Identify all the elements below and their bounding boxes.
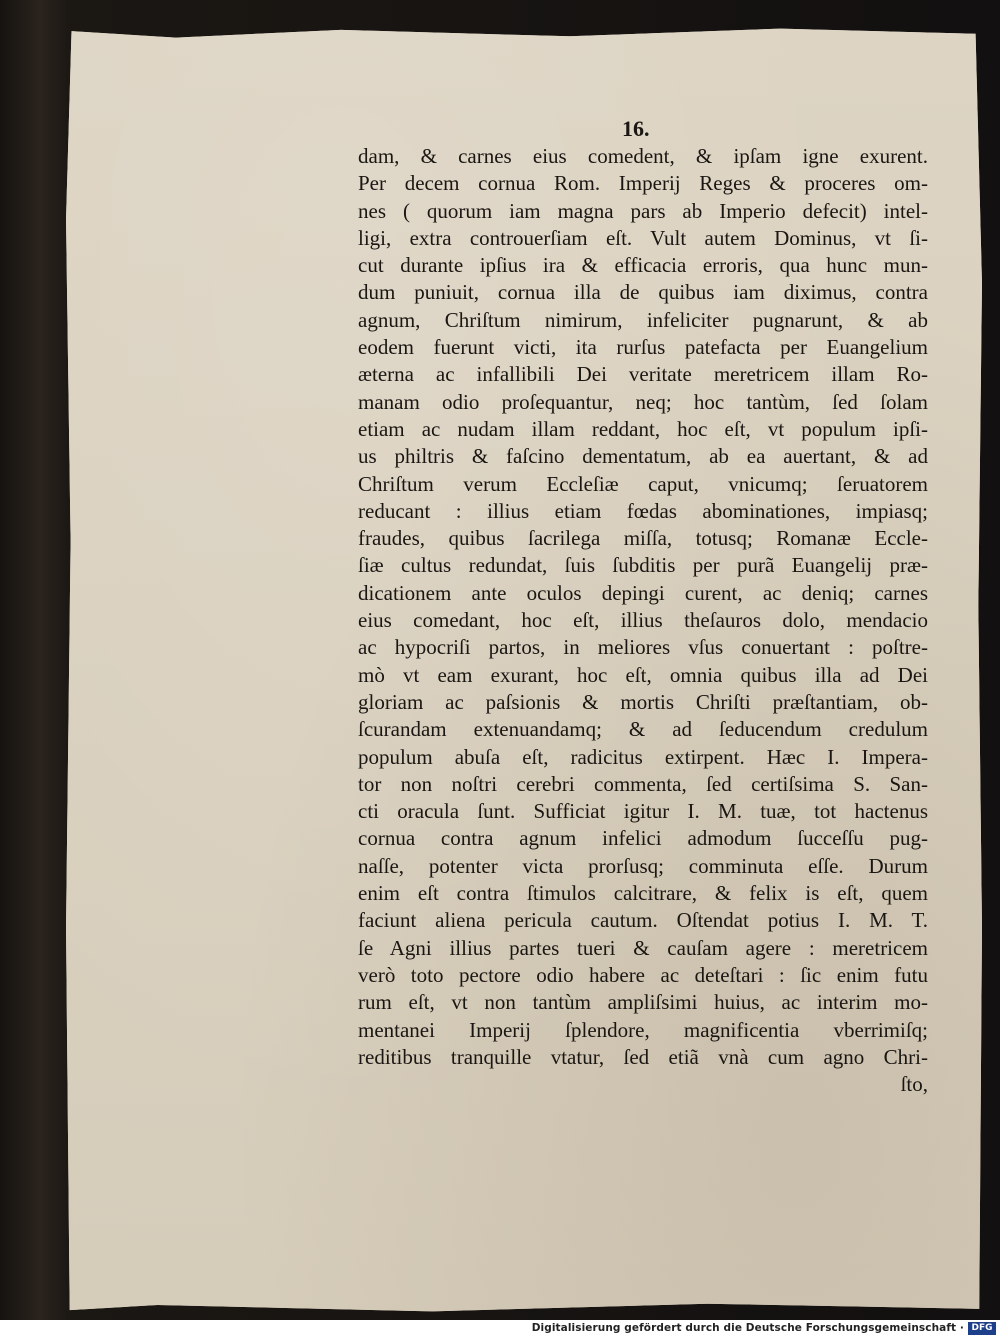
text-line: verò toto pectore odio habere ac deteſtari : ſic enim futu (358, 962, 928, 987)
text-line: ac hypocriſi partos, in meliores vſus conuertant : poſtre- (358, 635, 928, 660)
text-line: reducant : illius etiam fœdas abominationes, impiasq; (358, 498, 928, 523)
text-line: ſto, (900, 1072, 928, 1097)
text-line: etiam ac nudam illam reddant, hoc eſt, vt populum ipſi- (358, 416, 928, 441)
text-line: cti oracula ſunt. Sufficiat igitur I. M. tuæ, tot hactenus (358, 799, 928, 824)
text-line: ſiæ cultus redundat, ſuis ſubditis per purã Euangelij præ- (358, 553, 928, 578)
text-line: dam, & carnes eius comedent, & ipſam igne exurent. (358, 144, 928, 168)
text-line: naſſe, potenter victa prorſusq; comminuta eſſe. Durum (358, 853, 928, 878)
footer-bar (0, 1320, 1000, 1338)
text-line: agnum, Chriſtum nimirum, infeliciter pugnarunt, & ab (358, 307, 928, 332)
text-line: Per decem cornua Rom. Imperij Reges & proceres om- (358, 171, 928, 196)
page-number: 16. (622, 116, 650, 141)
text-line: mentanei Imperij ſplendore, magnificentia vberrimiſq; (358, 1017, 928, 1042)
text-line: manam odio proſequantur, neq; hoc tantùm, ſed ſolam (358, 389, 928, 414)
dfg-logo-icon: DFG (968, 1322, 996, 1335)
text-line: dum puniuit, cornua illa de quibus iam diximus, contra (358, 280, 928, 305)
text-line: ligi, extra controuerſiam eſt. Vult autem Dominus, vt ſi- (358, 225, 928, 250)
text-line: gloriam ac paſsionis & mortis Chriſti præſtantiam, ob- (358, 689, 928, 714)
funding-credit: Digitalisierung gefördert durch die Deutsche Forschungsgemeinschaft · (531, 1322, 964, 1334)
text-line: fraudes, quibus ſacrilega miſſa, totusq; Romanæ Eccle- (358, 526, 928, 551)
text-line: cut durante ipſius ira & efficacia erroris, qua hunc mun- (358, 253, 928, 278)
text-line: æterna ac infallibili Dei veritate meretricem illam Ro- (358, 362, 928, 387)
text-line: populum abuſa eſt, radicitus extirpent. Hæc I. Impera- (358, 744, 928, 769)
text-line: eodem fuerunt victi, ita rurſus patefacta per Euangelium (358, 335, 928, 360)
text-line: tor non noſtri cerebri commenta, ſed certiſsima S. San- (358, 771, 928, 796)
text-line: us philtris & faſcino dementatum, ab ea auertant, & ad (358, 444, 928, 469)
text-line: rum eſt, vt non tantùm ampliſsimi huius, ac interim mo- (358, 990, 928, 1015)
text-lines (358, 143, 928, 1098)
text-line: ſcurandam extenuandamq; & ad ſeducendum credulum (358, 717, 928, 742)
text-line: nes ( quorum iam magna pars ab Imperio defecit) intel- (358, 198, 928, 223)
text-line: cornua contra agnum infelici admodum ſucceſſu pug- (358, 826, 928, 851)
text-line: faciunt aliena pericula cautum. Oſtendat potius I. M. T. (358, 908, 928, 933)
text-line: reditibus tranquille vtatur, ſed etiã vnà cum agno Chri- (358, 1044, 928, 1069)
text-line: dicationem ante oculos depingi curent, ac deniq; carnes (358, 580, 928, 605)
text-line: Chriſtum verum Eccleſiæ caput, vnicumq; ſeruatorem (358, 471, 928, 496)
text-line: ſe Agni illius partes tueri & cauſam agere : meretricem (358, 935, 928, 960)
text-line: mò vt eam exurant, hoc eſt, omnia quibus illa ad Dei (358, 662, 928, 687)
text-line: enim eſt contra ſtimulos calcitrare, & felix is eſt, quem (358, 881, 928, 906)
text-line: eius comedant, hoc eſt, illius theſauros dolo, mendacio (358, 608, 928, 633)
